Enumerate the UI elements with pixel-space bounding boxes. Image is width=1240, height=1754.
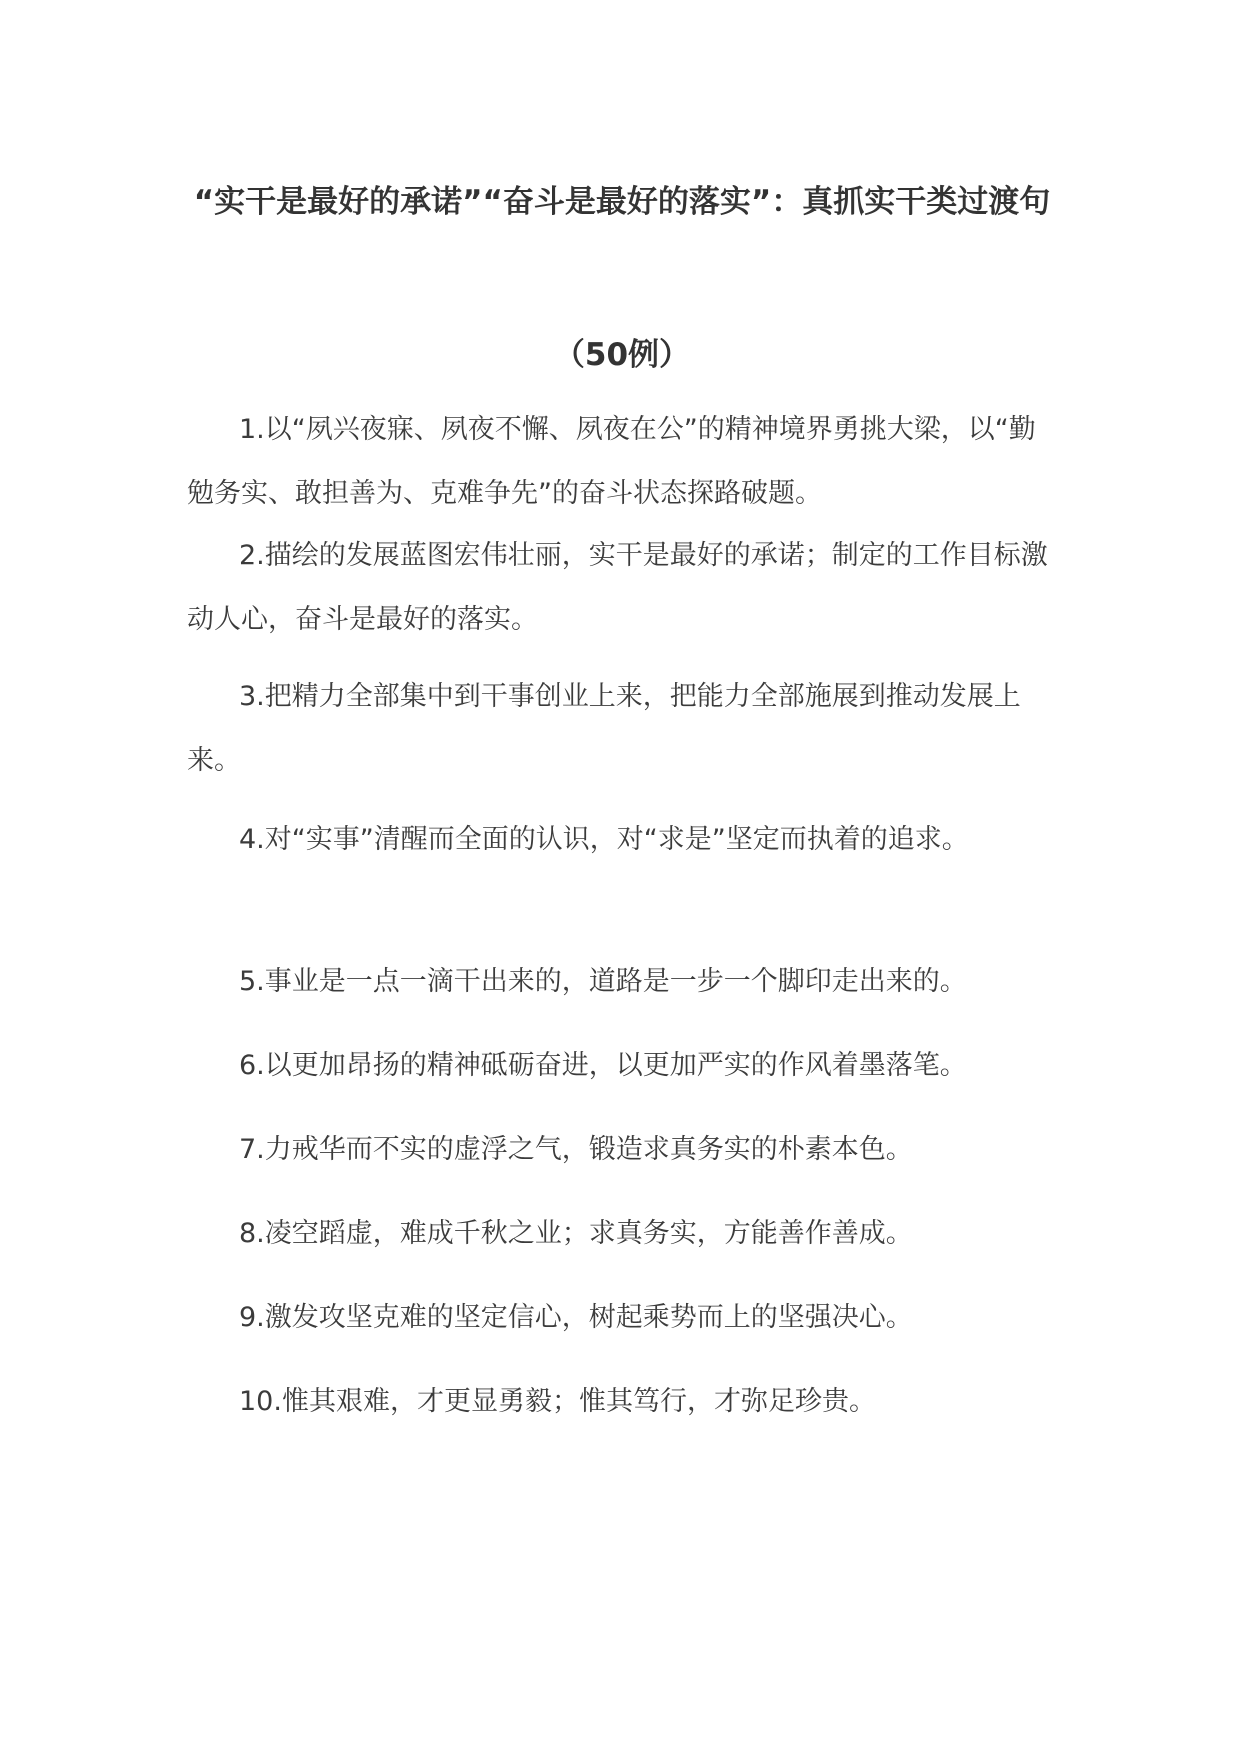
list-item: 7.力戒华而不实的虚浮之气，锻造求真务实的朴素本色。	[239, 1134, 913, 1165]
list-item: 2.描绘的发展蓝图宏伟壮丽，实干是最好的承诺；制定的工作目标激动人心，奋斗是最好的落实。	[187, 540, 1048, 635]
list-item: 4.对“实事”清醒而全面的认识，对“求是”坚定而执着的追求。	[239, 824, 969, 855]
list-item: 9.激发攻坚克难的坚定信心，树起乘势而上的坚强决心。	[239, 1302, 913, 1333]
document-title: “实干是最好的承诺”“奋斗是最好的落实”：真抓实干类过渡句	[193, 184, 1051, 220]
list-item: 1.以“夙兴夜寐、夙夜不懈、夙夜在公”的精神境界勇挑大梁，以“勤勉务实、敢担善为、克难争先”的奋斗状态探路破题。	[187, 414, 1036, 509]
document-subtitle: （50例）	[553, 337, 691, 373]
list-item: 6.以更加昂扬的精神砥砺奋进，以更加严实的作风着墨落笔。	[239, 1050, 967, 1081]
document-page	[187, 0, 1057, 1754]
list-item: 8.凌空蹈虚，难成千秋之业；求真务实，方能善作善成。	[239, 1218, 913, 1249]
list-item: 10.惟其艰难，才更显勇毅；惟其笃行，才弥足珍贵。	[239, 1386, 876, 1417]
list-item: 3.把精力全部集中到干事创业上来，把能力全部施展到推动发展上来。	[187, 681, 1021, 776]
list-item: 5.事业是一点一滴干出来的，道路是一步一个脚印走出来的。	[239, 966, 967, 997]
